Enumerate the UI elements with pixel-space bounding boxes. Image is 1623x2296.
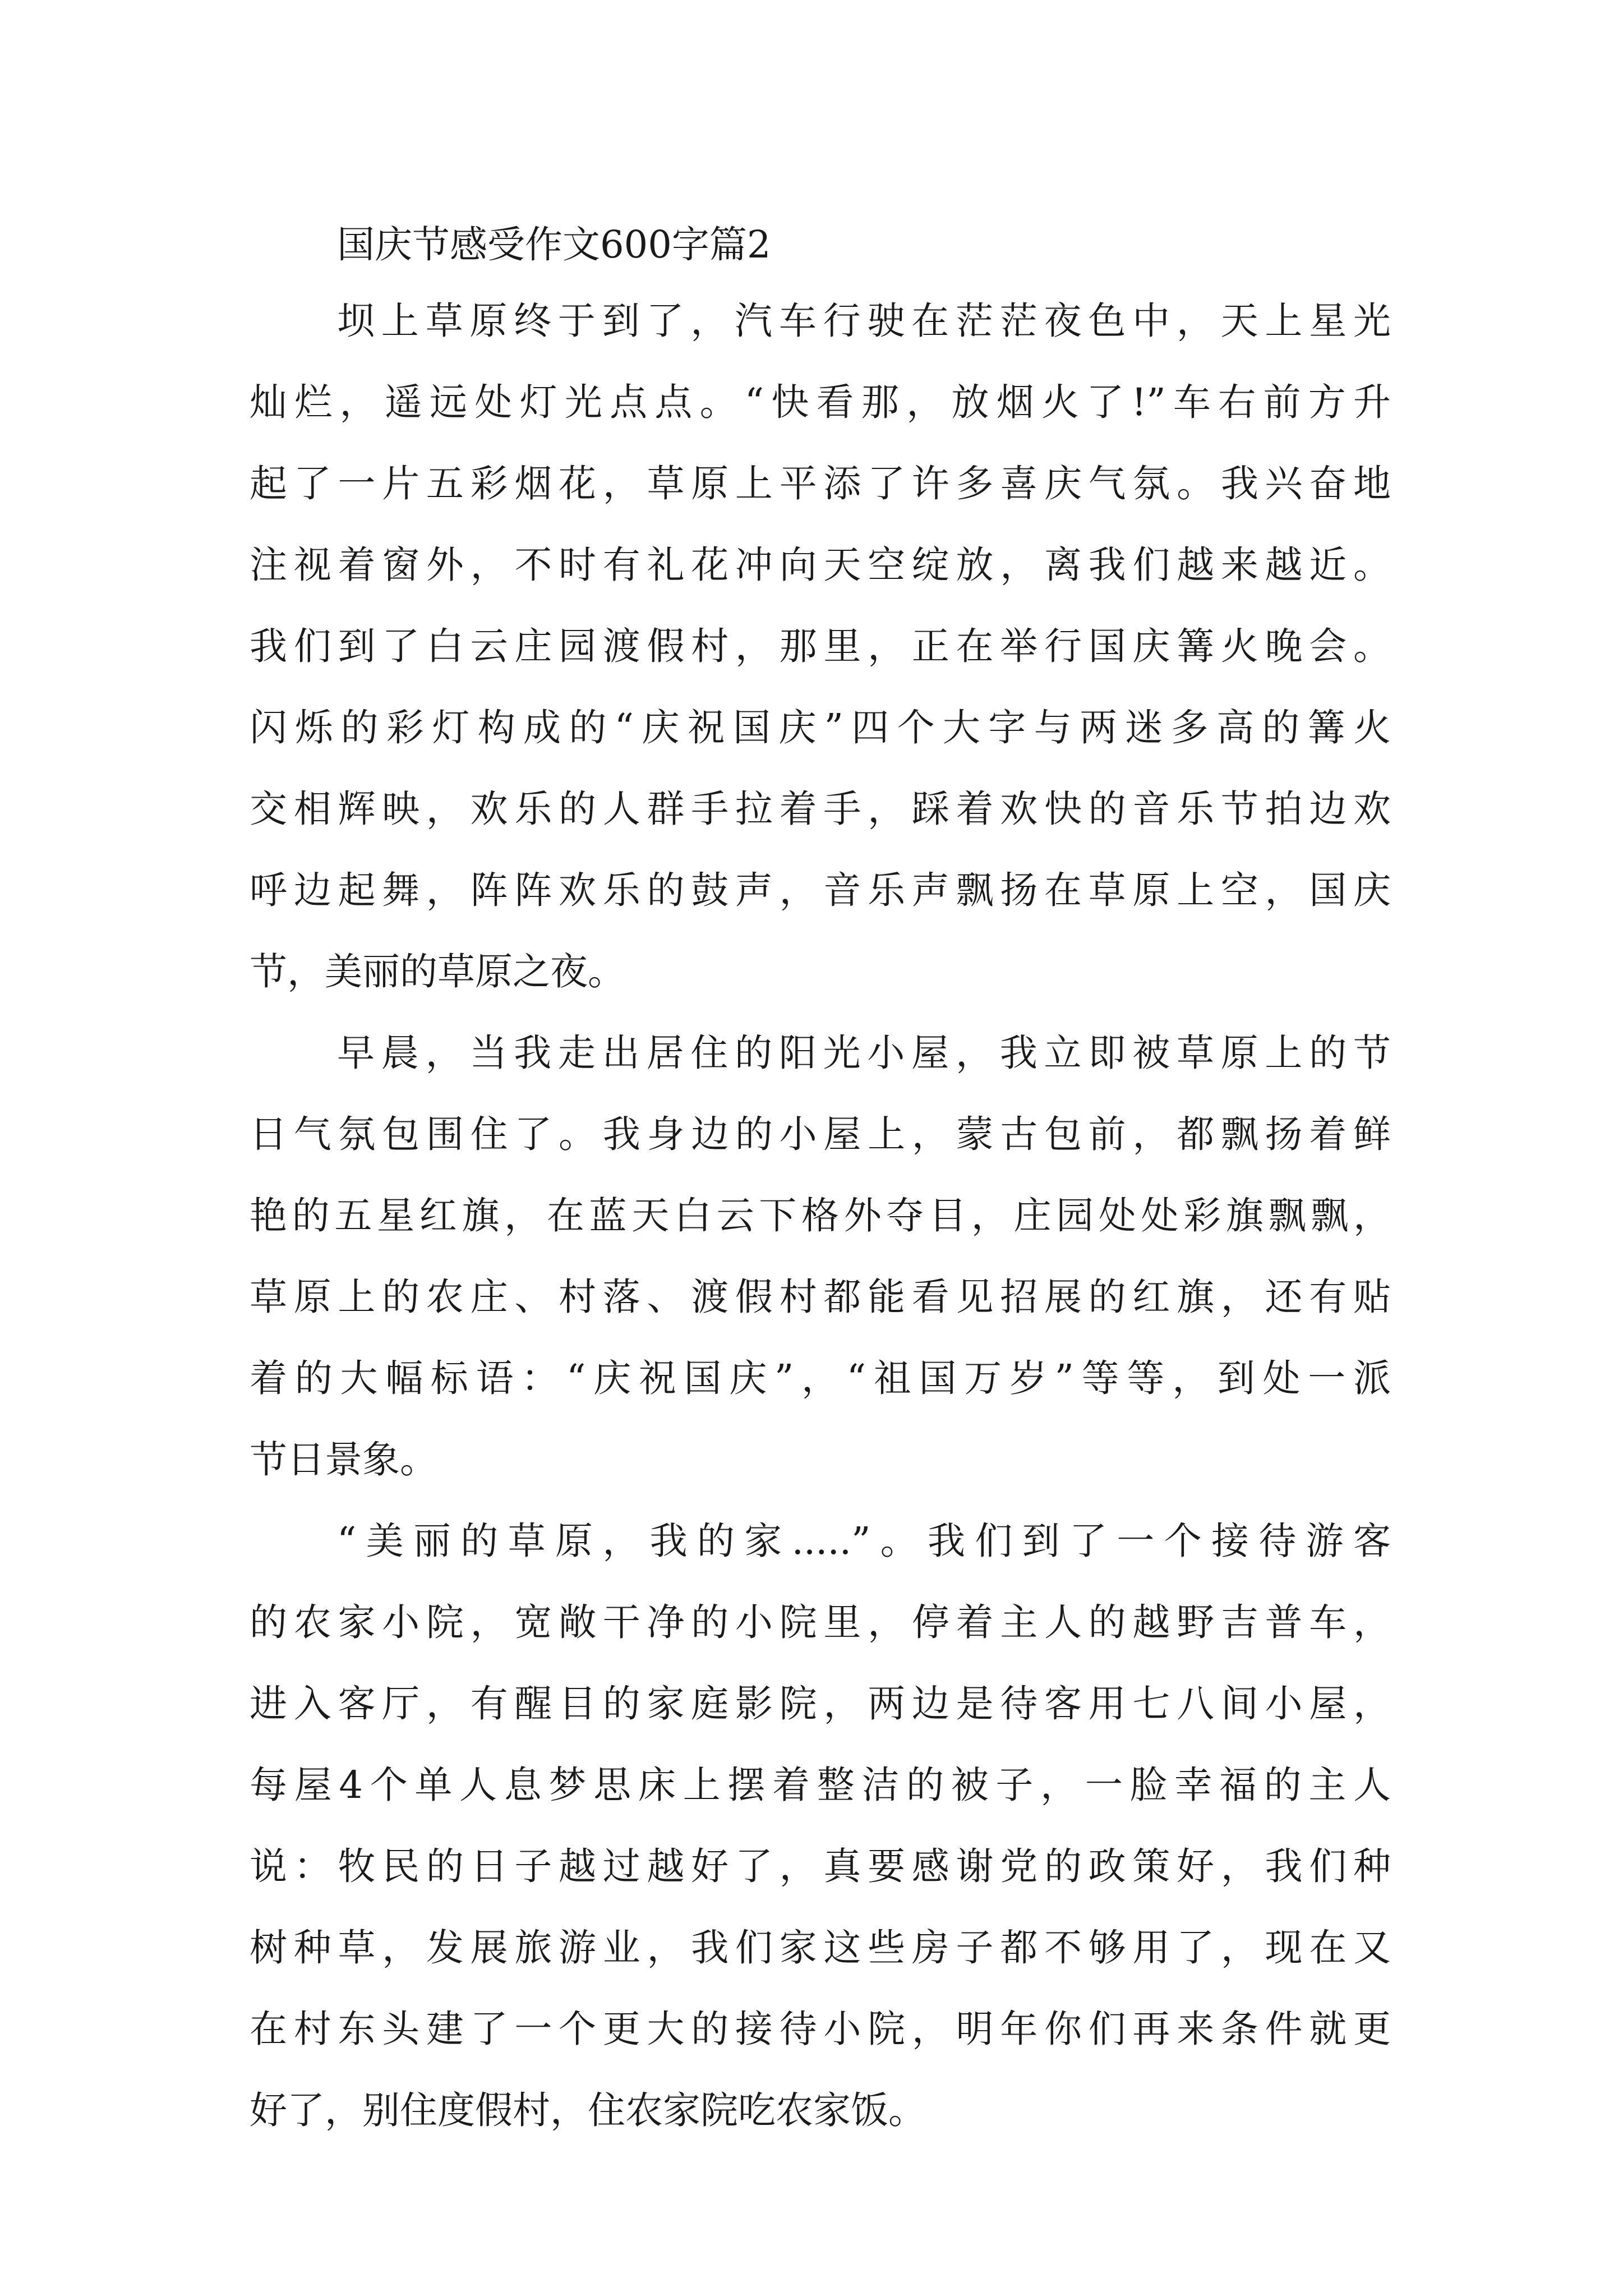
paragraph-line: 在村东头建了一个更大的接待小院，明年你们再来条件就更 [250, 2007, 1391, 2051]
title-block [250, 215, 1391, 274]
document-body [250, 215, 1391, 2151]
paragraph-line: 进入客厅，有醒目的家庭影院，两边是待客用七八间小屋， [250, 1682, 1391, 1726]
paragraph-line: 树种草，发展旅游业，我们家这些房子都不够用了，现在又 [250, 1926, 1391, 1970]
paragraph-line: 说：牧民的日子越过越好了，真要感谢党的政策好，我们种 [250, 1844, 1391, 1888]
paragraph-line: 起了一片五彩烟花，草原上平添了许多喜庆气氛。我兴奋地 [250, 462, 1391, 505]
paragraph-line: 每屋4个单人息梦思床上摆着整洁的被子，一脸幸福的主人 [250, 1763, 1391, 1807]
paragraph-line: 节日景象。 [250, 1438, 437, 1481]
paragraph-line: 交相辉映，欢乐的人群手拉着手，踩着欢快的音乐节拍边欢 [250, 787, 1391, 831]
paragraph-line: 艳的五星红旗，在蓝天白云下格外夺目，庄园处处彩旗飘飘， [250, 1194, 1391, 1237]
paragraph-line: “美丽的草原，我的家.....”。我们到了一个接待游客 [337, 1519, 1391, 1563]
paragraph-line: 呼边起舞，阵阵欢乐的鼓声，音乐声飘扬在草原上空，国庆 [250, 868, 1391, 912]
paragraph-line: 闪烁的彩灯构成的“庆祝国庆”四个大字与两迷多高的篝火 [250, 706, 1391, 749]
paragraph-line: 日气氛包围住了。我身边的小屋上，蒙古包前，都飘扬着鲜 [250, 1112, 1391, 1156]
paragraph-line: 我们到了白云庄园渡假村，那里，正在举行国庆篝火晚会。 [250, 624, 1391, 668]
document-title: 国庆节感受作文600字篇2 [337, 223, 771, 266]
paragraph-line: 注视着窗外，不时有礼花冲向天空绽放，离我们越来越近。 [250, 543, 1391, 587]
paragraph-line: 好了，别住度假村，住农家院吃农家饭。 [250, 2088, 926, 2132]
paragraph-3 [250, 1501, 1391, 2151]
paragraph-line: 坝上草原终于到了，汽车行驶在茫茫夜色中，天上星光 [337, 299, 1391, 343]
paragraph-line: 的农家小院，宽敞干净的小院里，停着主人的越野吉普车， [250, 1600, 1391, 1644]
paragraph-1 [250, 280, 1391, 1013]
paragraph-line: 节，美丽的草原之夜。 [250, 950, 625, 993]
paragraph-line: 灿烂，遥远处灯光点点。“快看那，放烟火了!”车右前方升 [250, 380, 1391, 424]
paragraph-line: 早晨，当我走出居住的阳光小屋，我立即被草原上的节 [337, 1031, 1391, 1075]
paragraph-2 [250, 1013, 1391, 1501]
paragraph-line: 草原上的农庄、村落、渡假村都能看见招展的红旗，还有贴 [250, 1275, 1391, 1319]
paragraph-line: 着的大幅标语：“庆祝国庆”，“祖国万岁”等等，到处一派 [250, 1356, 1391, 1400]
